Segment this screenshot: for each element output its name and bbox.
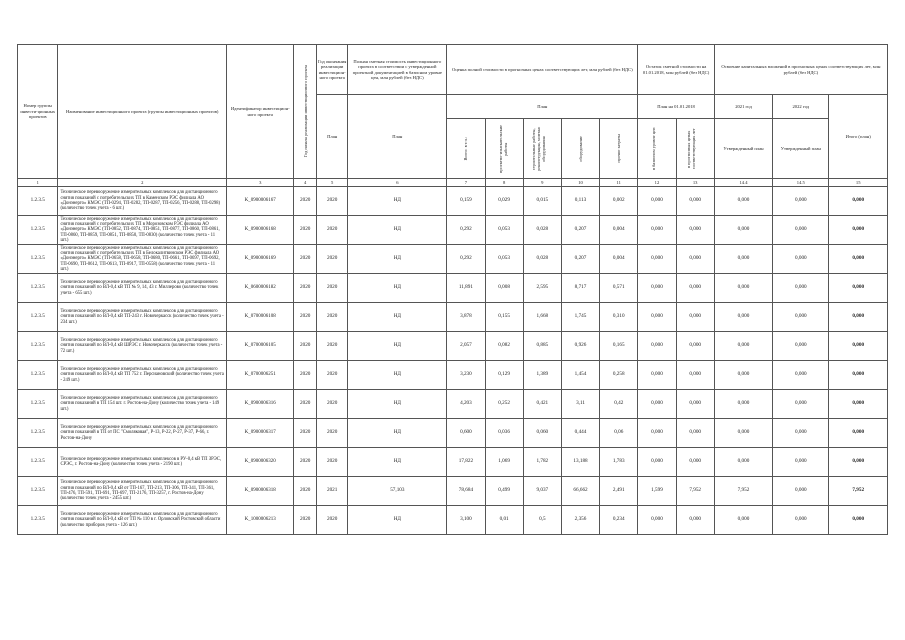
remaining-base-cell: 1,599: [638, 477, 676, 506]
start-year-cell: 2020: [294, 448, 316, 477]
estimated-cost-cell: НД: [348, 274, 447, 303]
total-plan-cell: 7,952: [829, 477, 888, 506]
total-plan-cell: 0,000: [829, 303, 888, 332]
approved-2021-cell: 0,000: [714, 245, 772, 274]
equipment-cost-cell: 1,745: [561, 303, 599, 332]
project-id-cell: K_0900006317: [227, 419, 294, 448]
group-cell: 1.2.3.5: [18, 419, 58, 448]
group-cell: 1.2.3.5: [18, 332, 58, 361]
equipment-cost-cell: 3,11: [561, 390, 599, 419]
other-cost-cell: 0,258: [600, 361, 638, 390]
table-row: [18, 274, 888, 303]
total-cost-cell: 3,878: [447, 303, 485, 332]
end-year-cell: 2020: [316, 187, 347, 216]
total-plan-cell: 0,000: [829, 245, 888, 274]
column-number: 15: [829, 179, 888, 187]
approved-2022-cell: 0,000: [773, 390, 829, 419]
smr-cost-cell: 0,028: [523, 216, 561, 245]
smr-cost-cell: 0,885: [523, 332, 561, 361]
column-number: 13: [676, 179, 714, 187]
pir-cost-cell: 0,036: [485, 419, 523, 448]
total-cost-cell: 11,891: [447, 274, 485, 303]
pir-cost-cell: 0,053: [485, 245, 523, 274]
project-name-cell: Техническое перевооружение измерительных комплексов для дистанционного снятия показаний по ВЛ-0,4 кВ ШРЭС г. Новочеркасск (количество точек учета - 72 шт.): [58, 332, 227, 361]
header-sub-other: прочие затраты: [600, 119, 638, 179]
total-plan-cell: 0,000: [829, 390, 888, 419]
table-row: [18, 419, 888, 448]
header-sub-total: Всего: в т.ч.:: [447, 119, 485, 179]
end-year-cell: 2020: [316, 506, 347, 535]
approved-2021-cell: 0,000: [714, 274, 772, 303]
group-cell: 1.2.3.5: [18, 361, 58, 390]
equipment-cost-cell: 2,356: [561, 506, 599, 535]
start-year-cell: 2020: [294, 419, 316, 448]
column-number: 6: [348, 179, 447, 187]
other-cost-cell: 0,310: [600, 303, 638, 332]
other-cost-cell: 0,571: [600, 274, 638, 303]
other-cost-cell: 0,42: [600, 390, 638, 419]
column-number: 11: [600, 179, 638, 187]
project-name-cell: Техническое перевооружение измерительных комплексов для дистанционного снятия показаний в ТП от ПС "Смоляковая", Р-13, Р-22, Р-27, Р-37, Р-66, г. Ростов-на-Дону: [58, 419, 227, 448]
other-cost-cell: 2,491: [600, 477, 638, 506]
start-year-cell: 2020: [294, 361, 316, 390]
total-cost-cell: 0,292: [447, 216, 485, 245]
approved-2022-cell: 0,000: [773, 216, 829, 245]
table-header: [18, 45, 888, 187]
remaining-forecast-cell: 7,952: [676, 477, 714, 506]
other-cost-cell: 0,165: [600, 332, 638, 361]
header-project-name: Наименование инвестиционного проекта (группы инвестиционных проектов): [58, 45, 227, 179]
approved-2021-cell: 0,000: [714, 187, 772, 216]
header-approved-2021: Утвержденный план: [714, 119, 772, 179]
equipment-cost-cell: 0,444: [561, 419, 599, 448]
investment-table-page: [17, 44, 888, 535]
estimated-cost-cell: НД: [348, 361, 447, 390]
header-end-year: Год окончания реализации инвестицион-ного проекта: [316, 45, 347, 95]
header-forecast-plan: План: [447, 95, 638, 119]
project-id-cell: K_0900006318: [227, 477, 294, 506]
approved-2021-cell: 0,000: [714, 361, 772, 390]
column-number: 9: [523, 179, 561, 187]
equipment-cost-cell: 66,662: [561, 477, 599, 506]
header-group-number: Номер группы инвести-ционных проектов: [18, 45, 58, 179]
end-year-cell: 2020: [316, 361, 347, 390]
total-cost-cell: 0,292: [447, 245, 485, 274]
end-year-cell: 2020: [316, 448, 347, 477]
project-id-cell: K_0700006251: [227, 361, 294, 390]
approved-2021-cell: 0,000: [714, 303, 772, 332]
group-cell: 1.2.3.5: [18, 477, 58, 506]
pir-cost-cell: 0,053: [485, 216, 523, 245]
pir-cost-cell: 0,082: [485, 332, 523, 361]
remaining-base-cell: 0,000: [638, 216, 676, 245]
table-row: [18, 448, 888, 477]
project-id-cell: K_0900006168: [227, 216, 294, 245]
header-estimated-cost: Полная сметная стоимость инвестиционного проекта в соответствии с утвержденной проектной документацией в базисном уровне цен, млн рублей (без НДС): [348, 45, 447, 95]
end-year-cell: 2021: [316, 477, 347, 506]
end-year-cell: 2020: [316, 332, 347, 361]
approved-2022-cell: 0,000: [773, 187, 829, 216]
header-full-cost-forecast: Оценка полной стоимости в прогнозных ценах соответствующих лет, млн рублей (без НДС): [447, 45, 638, 95]
smr-cost-cell: 9,037: [523, 477, 561, 506]
header-total-plan: Итого (план): [829, 95, 888, 179]
estimated-cost-cell: НД: [348, 390, 447, 419]
pir-cost-cell: 0,008: [485, 274, 523, 303]
column-number: 10: [561, 179, 599, 187]
approved-2022-cell: 0,000: [773, 419, 829, 448]
column-numbers-row: [18, 179, 888, 187]
smr-cost-cell: 1,782: [523, 448, 561, 477]
equipment-cost-cell: 0,207: [561, 245, 599, 274]
estimated-cost-cell: НД: [348, 187, 447, 216]
remaining-forecast-cell: 0,000: [676, 245, 714, 274]
pir-cost-cell: 0,155: [485, 303, 523, 332]
estimated-cost-cell: НД: [348, 419, 447, 448]
header-sub-equipment: оборудование: [561, 119, 599, 179]
group-cell: 1.2.3.5: [18, 274, 58, 303]
project-id-cell: K_0900006320: [227, 448, 294, 477]
project-id-cell: K_0700006105: [227, 332, 294, 361]
remaining-forecast-cell: 0,000: [676, 390, 714, 419]
table-row: [18, 361, 888, 390]
approved-2022-cell: 0,000: [773, 448, 829, 477]
header-remaining-cost: Остаток сметной стоимости на 01.01.2018, млн рублей (без НДС): [638, 45, 714, 95]
remaining-forecast-cell: 0,000: [676, 361, 714, 390]
estimated-cost-cell: НД: [348, 506, 447, 535]
project-name-cell: Техническое перевооружение измерительных комплексов для дистанционного снятия показаний по ВЛ-0,4 кВ ТП № 9, 14, 43 г. Миллерово (количество точек учета - 655 шт.): [58, 274, 227, 303]
pir-cost-cell: 1,069: [485, 448, 523, 477]
table-row: [18, 303, 888, 332]
project-id-cell: K_0700006108: [227, 303, 294, 332]
header-year-2022: 2022 год: [773, 95, 829, 119]
project-id-cell: K_0900006316: [227, 390, 294, 419]
smr-cost-cell: 0,421: [523, 390, 561, 419]
end-year-cell: 2020: [316, 274, 347, 303]
approved-2021-cell: 0,000: [714, 448, 772, 477]
header-project-id: Идентификатор инвестицион-ного проекта: [227, 45, 294, 179]
end-year-cell: 2020: [316, 419, 347, 448]
remaining-base-cell: 0,000: [638, 187, 676, 216]
equipment-cost-cell: 1,454: [561, 361, 599, 390]
header-sub-pir: проектно-изыскательские работы: [485, 119, 523, 179]
table-row: [18, 245, 888, 274]
end-year-cell: 2020: [316, 216, 347, 245]
remaining-forecast-cell: 0,000: [676, 274, 714, 303]
column-number: 12: [638, 179, 676, 187]
project-id-cell: K_0600006182: [227, 274, 294, 303]
table-row: [18, 216, 888, 245]
start-year-cell: 2020: [294, 245, 316, 274]
total-plan-cell: 0,000: [829, 506, 888, 535]
smr-cost-cell: 0,060: [523, 419, 561, 448]
smr-cost-cell: 1,389: [523, 361, 561, 390]
header-sub-smr: строительные работы, реконструкция, монтаж оборудования: [523, 119, 561, 179]
total-plan-cell: 0,000: [829, 361, 888, 390]
project-name-cell: Техническое перевооружение измерительных комплексов в РУ-0,4 кВ ТП ЗРЭС, СРЭС, г. Ростов-на-Дону (количество точек учета - 2190 шт.): [58, 448, 227, 477]
start-year-cell: 2020: [294, 187, 316, 216]
total-plan-cell: 0,000: [829, 187, 888, 216]
column-number: 14.5: [773, 179, 829, 187]
group-cell: 1.2.3.5: [18, 506, 58, 535]
group-cell: 1.2.3.5: [18, 216, 58, 245]
remaining-forecast-cell: 0,000: [676, 448, 714, 477]
pir-cost-cell: 0,129: [485, 361, 523, 390]
header-year-2021: 2021 год: [714, 95, 772, 119]
group-cell: 1.2.3.5: [18, 303, 58, 332]
column-number: 5: [316, 179, 347, 187]
total-cost-cell: 3,230: [447, 361, 485, 390]
investment-projects-table: [17, 44, 888, 535]
other-cost-cell: 0,002: [600, 187, 638, 216]
smr-cost-cell: 1,668: [523, 303, 561, 332]
group-cell: 1.2.3.5: [18, 187, 58, 216]
column-number: 3: [227, 179, 294, 187]
column-number: 1: [18, 179, 58, 187]
header-sub-base: в базисном уровне цен: [638, 119, 676, 179]
project-name-cell: Техническое перевооружение измерительных комплексов для дистанционного снятия показаний с потребительских ТП в Каменском РЭС филиала АО «Донэнерго» КМЭС (ТП-0294, ТП-0282, ТП-0287, ТП-0256, ТП-0288, ТП-0298) (количество точек учета - 6 шт.): [58, 187, 227, 216]
end-year-cell: 2020: [316, 303, 347, 332]
header-approved-2022: Утвержденный план: [773, 119, 829, 179]
approved-2022-cell: 0,000: [773, 361, 829, 390]
group-cell: 1.2.3.5: [18, 245, 58, 274]
remaining-forecast-cell: 0,000: [676, 303, 714, 332]
pir-cost-cell: 0,029: [485, 187, 523, 216]
project-name-cell: Техническое перевооружение измерительных комплексов для дистанционного снятия показаний по ВЛ-0,4 кВ ТП 752 г. Персиановский (количество точек учета - 249 шт.): [58, 361, 227, 390]
estimated-cost-cell: НД: [348, 448, 447, 477]
total-cost-cell: 4,203: [447, 390, 485, 419]
approved-2022-cell: 0,000: [773, 332, 829, 361]
total-cost-cell: 3,100: [447, 506, 485, 535]
approved-2022-cell: 0,000: [773, 506, 829, 535]
total-cost-cell: 0,600: [447, 419, 485, 448]
remaining-base-cell: 0,000: [638, 303, 676, 332]
remaining-base-cell: 0,000: [638, 390, 676, 419]
header-cost-plan: План: [348, 95, 447, 179]
start-year-cell: 2020: [294, 390, 316, 419]
project-id-cell: K_0900006167: [227, 187, 294, 216]
group-cell: 1.2.3.5: [18, 390, 58, 419]
table-row: [18, 332, 888, 361]
other-cost-cell: 0,004: [600, 245, 638, 274]
column-number: 7: [447, 179, 485, 187]
smr-cost-cell: 0,015: [523, 187, 561, 216]
project-name-cell: Техническое перевооружение измерительных комплексов для дистанционного снятия показаний по ВЛ-0,4 кВ ТП-243 г. Новочеркасск (количество точек учета - 234 шт.): [58, 303, 227, 332]
smr-cost-cell: 2,595: [523, 274, 561, 303]
remaining-base-cell: 0,000: [638, 506, 676, 535]
remaining-forecast-cell: 0,000: [676, 216, 714, 245]
total-plan-cell: 0,000: [829, 274, 888, 303]
pir-cost-cell: 0,252: [485, 390, 523, 419]
column-number: 2: [58, 179, 227, 187]
remaining-forecast-cell: 0,000: [676, 332, 714, 361]
project-name-cell: Техническое перевооружение измерительных комплексов для дистанционного снятия показаний с потребительских ТП в Морозовском РЭС филиала АО «Донэнерго» КМЭС (ТП-0852, ТП-0874, ТП-0851, ТП-0877, ТП-0860, ТП-0861, ТП-0860, ТП-0859, ТП-0851, ТП-0850, ТП-0830) (количество точек учета - 11 шт.): [58, 216, 227, 245]
smr-cost-cell: 0,5: [523, 506, 561, 535]
start-year-cell: 2020: [294, 477, 316, 506]
table-row: [18, 187, 888, 216]
approved-2021-cell: 7,952: [714, 477, 772, 506]
equipment-cost-cell: 8,717: [561, 274, 599, 303]
equipment-cost-cell: 13,188: [561, 448, 599, 477]
equipment-cost-cell: 0,113: [561, 187, 599, 216]
total-plan-cell: 0,000: [829, 332, 888, 361]
approved-2022-cell: 0,000: [773, 477, 829, 506]
approved-2022-cell: 0,000: [773, 245, 829, 274]
start-year-cell: 2020: [294, 332, 316, 361]
header-plan-on-date: План на 01.01.2018: [638, 95, 714, 119]
project-name-cell: Техническое перевооружение измерительных комплексов для дистанционного снятия показаний с потребительских ТП в Белокалитвинском РЭС филиала АО «Донэнерго» КМЭС (ТП-0658, ТП-0658, ТП-0680, ТП-0661, ТП-0697, ТП-0692, ТП-0690, ТП-0612, ТП-0613, ТП-0917, ТП-0558) (количество точек учета - 11 шт.): [58, 245, 227, 274]
other-cost-cell: 1,783: [600, 448, 638, 477]
approved-2021-cell: 0,000: [714, 506, 772, 535]
approved-2021-cell: 0,000: [714, 390, 772, 419]
table-row: [18, 390, 888, 419]
approved-2022-cell: 0,000: [773, 274, 829, 303]
remaining-forecast-cell: 0,000: [676, 187, 714, 216]
remaining-base-cell: 0,000: [638, 419, 676, 448]
total-cost-cell: 78,684: [447, 477, 485, 506]
remaining-base-cell: 0,000: [638, 332, 676, 361]
project-id-cell: K_1000006213: [227, 506, 294, 535]
remaining-base-cell: 0,000: [638, 274, 676, 303]
equipment-cost-cell: 0,926: [561, 332, 599, 361]
header-end-year-plan: План: [316, 95, 347, 179]
end-year-cell: 2020: [316, 390, 347, 419]
total-plan-cell: 0,000: [829, 216, 888, 245]
column-number: 4: [294, 179, 316, 187]
total-cost-cell: 0,159: [447, 187, 485, 216]
equipment-cost-cell: 0,207: [561, 216, 599, 245]
project-name-cell: Техническое перевооружение измерительных комплексов для дистанционного снятия показаний по ВЛ-0,4 кВ от ТП № 110 в г. Орловский Ростовской области (количество приборов учета - 126 шт.): [58, 506, 227, 535]
project-name-cell: Техническое перевооружение измерительных комплексов для дистанционного снятия показаний по ВЛ-0,4 кВ от ТП-167, ТП-213, ТП-306, ТП-341, ТП-361, ТП-476, ТП-591, ТП-691, ТП-697, ТП-2176, ТП-3257, г. Ростов-на-Дону (количество точек учета - 2455 шт.): [58, 477, 227, 506]
total-cost-cell: 17,822: [447, 448, 485, 477]
table-row: [18, 506, 888, 535]
approved-2021-cell: 0,000: [714, 216, 772, 245]
estimated-cost-cell: НД: [348, 303, 447, 332]
start-year-cell: 2020: [294, 303, 316, 332]
remaining-forecast-cell: 0,000: [676, 506, 714, 535]
group-cell: 1.2.3.5: [18, 448, 58, 477]
project-id-cell: K_0900006169: [227, 245, 294, 274]
estimated-cost-cell: 57,103: [348, 477, 447, 506]
table-body: [18, 187, 888, 535]
other-cost-cell: 0,234: [600, 506, 638, 535]
remaining-base-cell: 0,000: [638, 448, 676, 477]
remaining-base-cell: 0,000: [638, 245, 676, 274]
total-cost-cell: 2,057: [447, 332, 485, 361]
header-capital-investment: Освоение капитальных вложений в прогнозных ценах соответствующих лет, млн рублей (без НДС): [714, 45, 887, 95]
smr-cost-cell: 0,028: [523, 245, 561, 274]
pir-cost-cell: 0,01: [485, 506, 523, 535]
end-year-cell: 2020: [316, 245, 347, 274]
estimated-cost-cell: НД: [348, 245, 447, 274]
pir-cost-cell: 0,499: [485, 477, 523, 506]
estimated-cost-cell: НД: [348, 332, 447, 361]
other-cost-cell: 0,004: [600, 216, 638, 245]
start-year-cell: 2020: [294, 216, 316, 245]
estimated-cost-cell: НД: [348, 216, 447, 245]
table-row: [18, 477, 888, 506]
other-cost-cell: 0,06: [600, 419, 638, 448]
project-name-cell: Техническое перевооружение измерительных комплексов для дистанционного снятия показаний в ТП 154 шт. г. Ростов-на-Дону (количество точек учета - 149 шт.): [58, 390, 227, 419]
remaining-base-cell: 0,000: [638, 361, 676, 390]
start-year-cell: 2020: [294, 506, 316, 535]
approved-2022-cell: 0,000: [773, 303, 829, 332]
column-number: 8: [485, 179, 523, 187]
total-plan-cell: 0,000: [829, 448, 888, 477]
remaining-forecast-cell: 0,000: [676, 419, 714, 448]
approved-2021-cell: 0,000: [714, 419, 772, 448]
header-sub-forecast: в прогнозных ценах соответствующих лет: [676, 119, 714, 179]
header-start-year: Год начала реализации инвестиционного проекта: [294, 45, 316, 179]
start-year-cell: 2020: [294, 274, 316, 303]
total-plan-cell: 0,000: [829, 419, 888, 448]
column-number: 14.4: [714, 179, 772, 187]
approved-2021-cell: 0,000: [714, 332, 772, 361]
